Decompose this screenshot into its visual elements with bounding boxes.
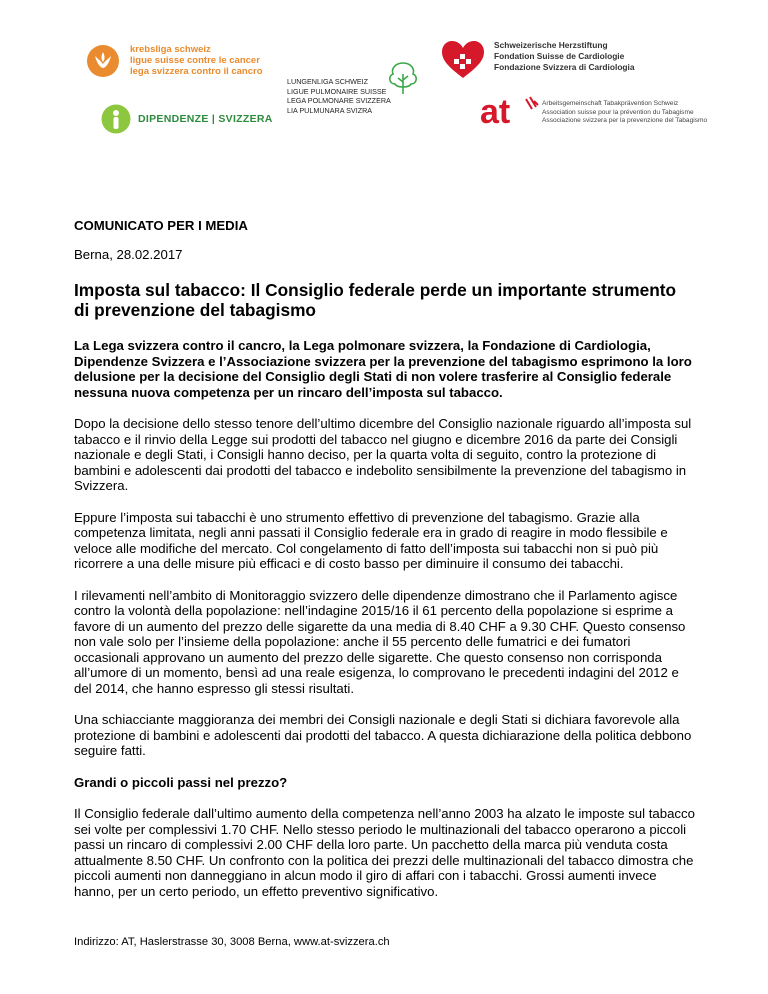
- dipendenze-mark-icon: [101, 104, 131, 134]
- paragraph-5: Il Consiglio federale dall’ultimo aumento della competenza nell’anno 2003 ha alzato le imposte sul tabacco sei volte per complessivi 1.70 CHF. Nello stesso periodo le multinazionali del tabacco operarono a piccoli passi un rincaro di complessivi 2.00 CHF della loro parte. Un pacchetto della marca più venduta costa attualmente 8.50 CHF. Un confronto con la politica dei prezzi delle multinazionali del tabacco dimostra che piccoli aumenti non danneggiano in alcun modo il giro di affari con i tabacchi. Grossi aumenti invece hanno, per un certo periodo, un effetto preventivo significativo.: [74, 806, 695, 899]
- krebsliga-line-1: krebsliga schweiz: [130, 44, 211, 55]
- lungenliga-line-1: LUNGENLIGA SCHWEIZ: [287, 77, 369, 86]
- at-line-1: Arbeitsgemeinschaft Tabakprävention Schweiz: [542, 100, 679, 107]
- dipendenze-wordmark: DIPENDENZE | SVIZZERA: [138, 113, 273, 125]
- krebsliga-flower-icon: [86, 44, 120, 78]
- press-release-body: [74, 218, 696, 899]
- lungenliga-line-4: LIA PULMUNARA SVIZRA: [287, 105, 373, 115]
- paragraph-3: I rilevamenti nell’ambito di Monitoraggio svizzero delle dipendenze dimostrano che il Parlamento agisce contro la volontà della popolazione: nell’indagine 2015/16 il 61 percento della popolazione si esprime a favore di un aumento del prezzo delle sigarette da una media di 8.40 CHF a 9.30 CHF. Questo consenso non vale solo per l’insieme della popolazione: anche il 55 percento delle fumatrici e dei fumatori occasionali approvano un aumento del prezzo delle sigarette. Che questo consenso non corrisponda all’umore di un momento, bensì ad una reale esigenza, lo comprovano le precedenti indagini del 2012 e del 2014, che hanno espresso gli stessi risultati.: [74, 587, 686, 696]
- herz-line-3: Fondazione Svizzera di Cardiologia: [494, 62, 635, 72]
- at-line-2: Association suisse pour la prévention du Tabagisme: [542, 108, 694, 116]
- lungenliga-line-3: LEGA POLMONARE SVIZZERA: [287, 96, 391, 105]
- paragraph-2: Eppure l’imposta sui tabacchi è uno strumento effettivo di prevenzione del tabagismo. Grazie alla competenza limitata, negli anni passati il Consiglio federale era in grado di reagire in modo flessibile e veloce alle modifiche del mercato. Col congelamento di fatto dell’imposta sui tabacchi non si può più ricorrere a una delle misure più efficaci e di costo basso per diminuire il consumo dei tabacchi.: [74, 509, 668, 571]
- at-mark-text: at: [480, 95, 511, 129]
- document-date: Berna, 28.02.2017: [74, 246, 183, 262]
- paragraph-1: Dopo la decisione dello stesso tenore dell’ultimo dicembre del Consiglio nazionale riguardo all’imposta sul tabacco e il rinvio della Legge sui prodotti del tabacco nel giugno e dicembre 2016 da parte dei Consigli nazionale e degli Stati, i Consigli hanno deciso, per la quarta volta di seguito, contro la protezione di bambini e adolescenti dai prodotti del tabacco e indebolito sensibilmente la prevenzione del tabagismo in Svizzera.: [74, 416, 692, 493]
- lungenliga-line-2: LIGUE PULMONAIRE SUISSE: [287, 86, 387, 96]
- herz-line-2: Fondation Suisse de Cardiologie: [494, 51, 625, 61]
- at-mark-icon: [480, 95, 540, 129]
- footer-address: Indirizzo: AT, Haslerstrasse 30, 3008 Berna, www.at-svizzera.ch: [74, 936, 390, 948]
- document-label: COMUNICATO PER I MEDIA: [74, 218, 248, 233]
- heart-icon: [440, 40, 486, 80]
- krebsliga-line-3: lega svizzera contro il cancro: [130, 66, 263, 77]
- herz-line-1: Schweizerische Herzstiftung: [494, 40, 608, 50]
- krebsliga-line-2: ligue suisse contre le cancer: [130, 55, 260, 66]
- document-title: Imposta sul tabacco: Il Consiglio federale perde un importante strumento di prevenzione del tabagismo: [74, 280, 677, 320]
- at-line-3: Associazione svizzera per la prevenzione del Tabagismo: [542, 117, 708, 124]
- logo-header: [0, 0, 768, 150]
- lead-paragraph: La Lega svizzera contro il cancro, la Lega polmonare svizzera, la Fondazione di Cardiologia, Dipendenze Svizzera e l’Associazione svizzera per la prevenzione del tabagismo esprimono la loro delusione per la decisione del Consiglio degli Stati di non volere trasferire al Consiglio federale nessuna nuova competenza per un rincaro dell’imposta sul tabacco.: [74, 338, 692, 400]
- subheading: Grandi o piccoli passi nel prezzo?: [74, 774, 288, 790]
- paragraph-4: Una schiacciante maggioranza dei membri dei Consigli nazionale e degli Stati si dichiara favorevole alla protezione di bambini e adolescenti dai prodotti del tabacco. A questa dichiarazione della politica debbono seguire fatti.: [74, 712, 692, 758]
